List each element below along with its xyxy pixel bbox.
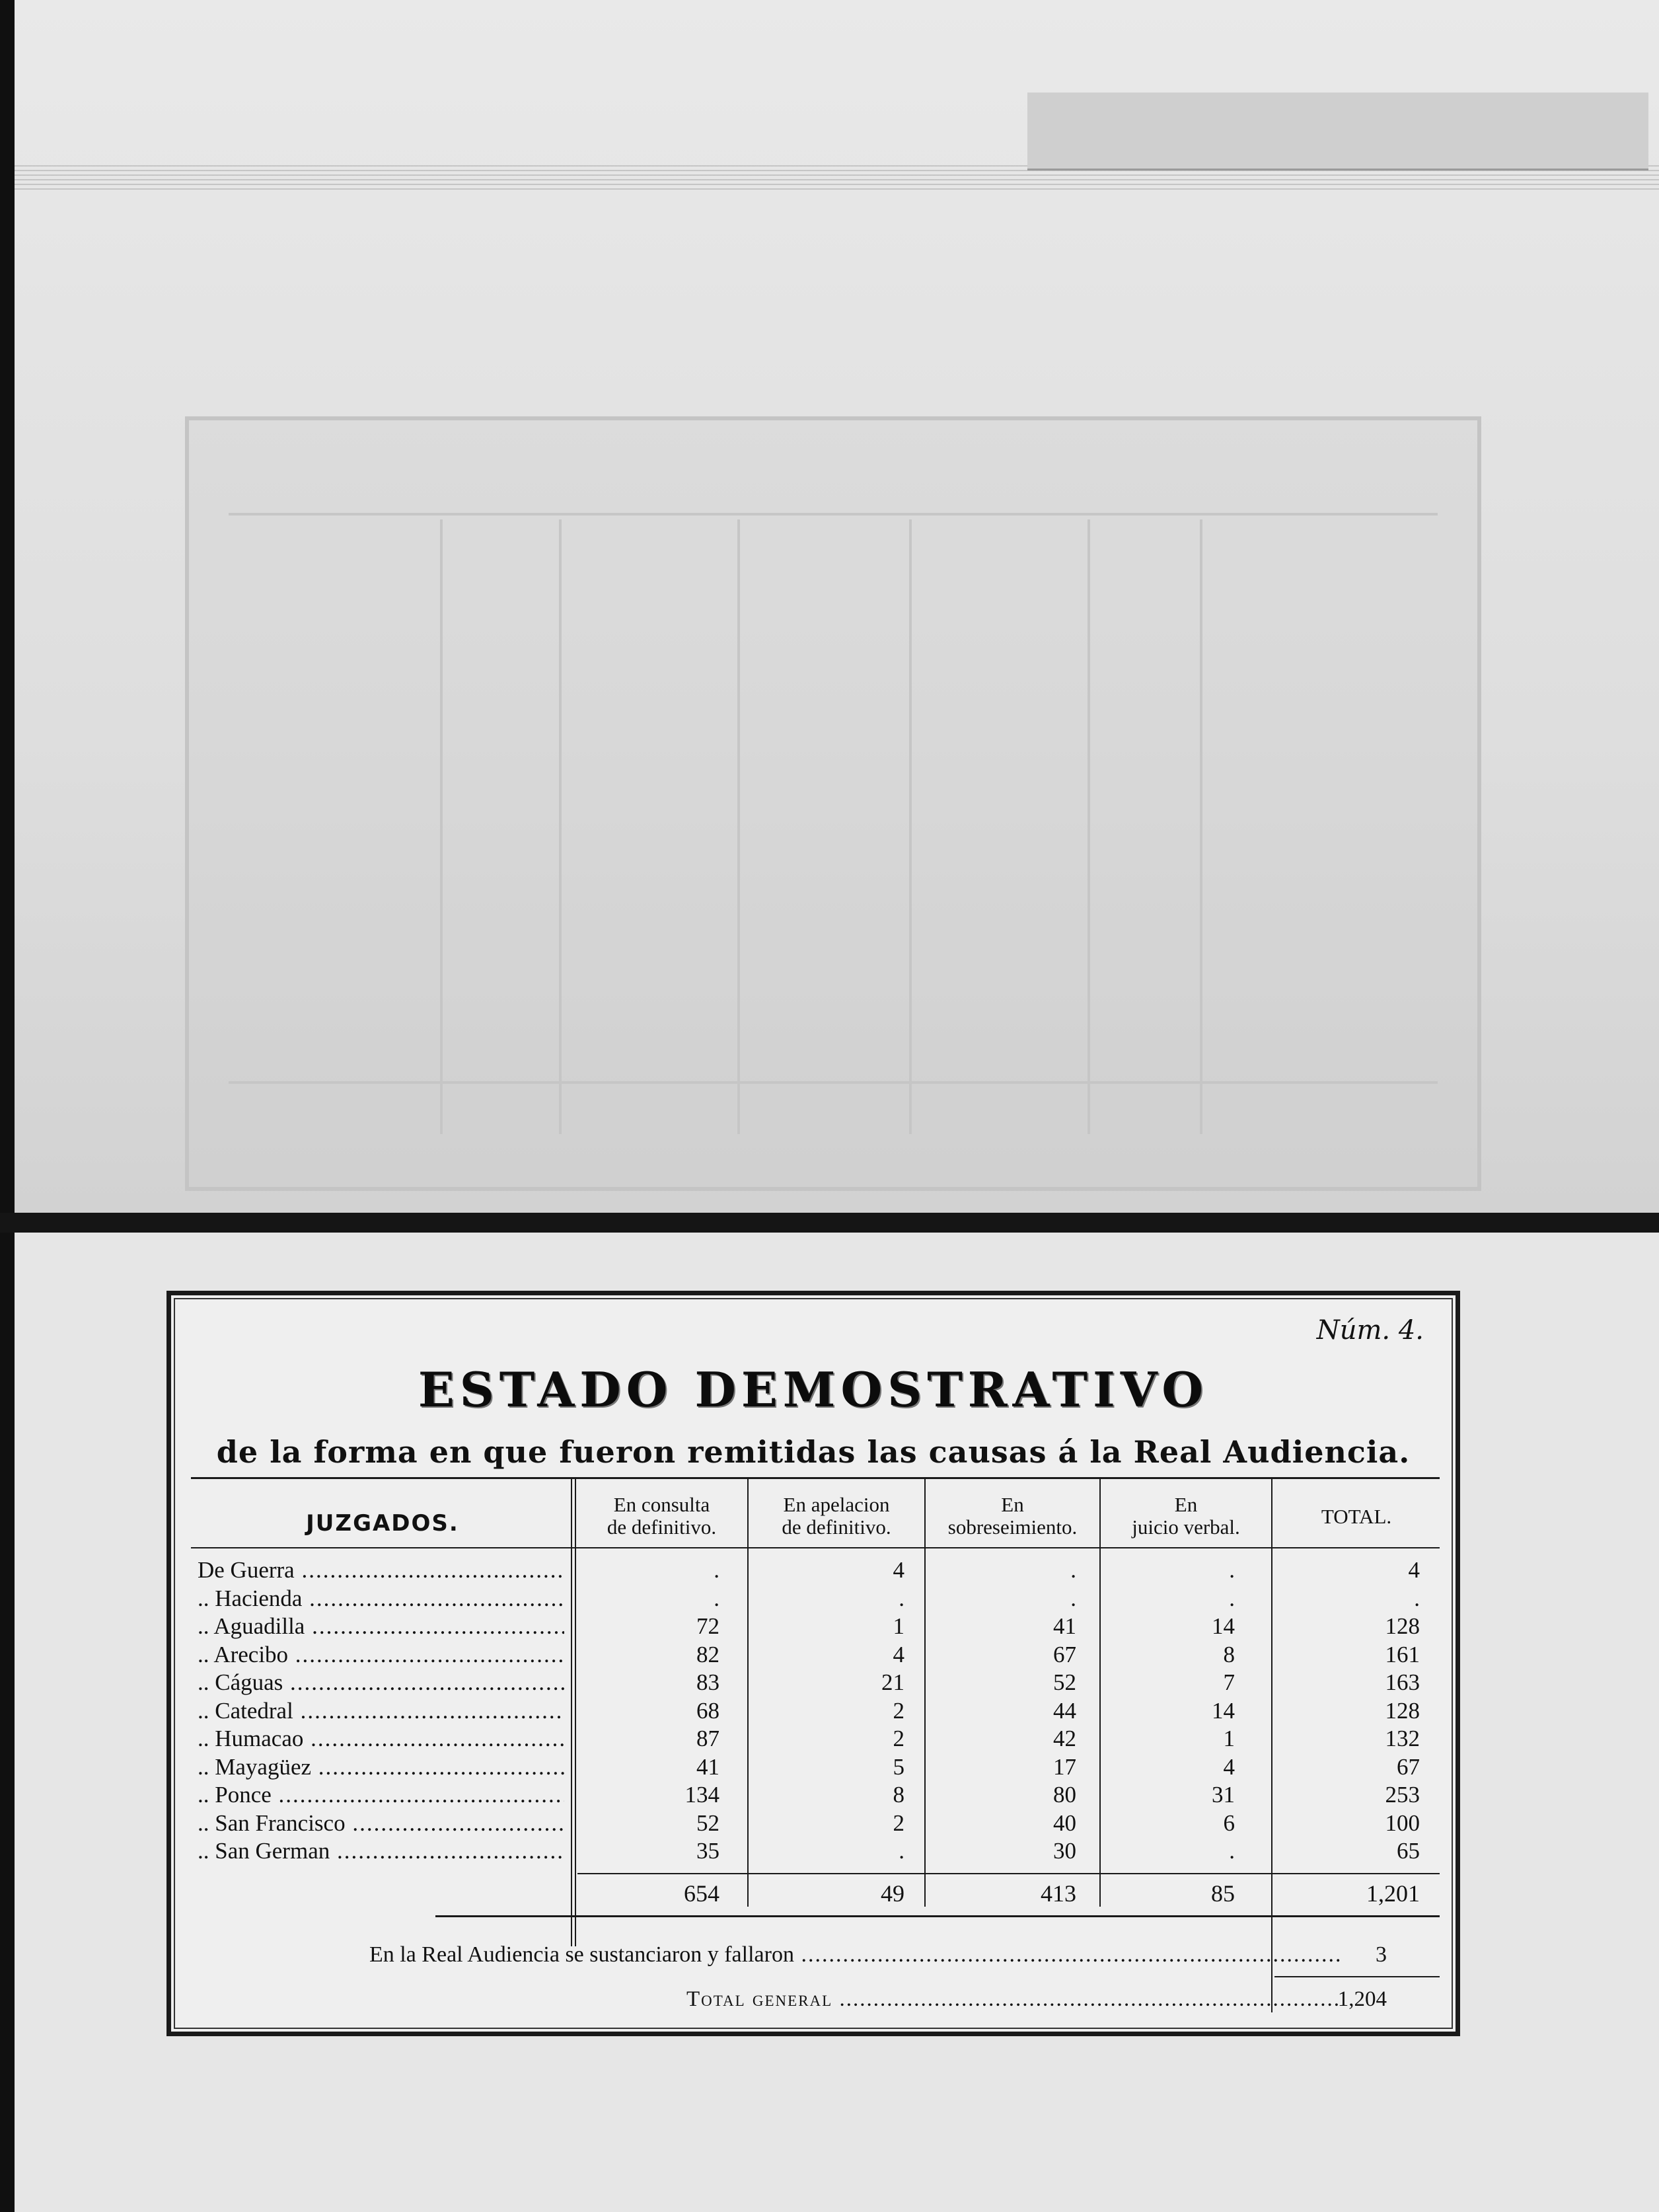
juzgado-name: .. Ponce ..... (198, 1781, 564, 1810)
table-row (191, 1725, 1426, 1753)
cell-total: 100 (1385, 1810, 1420, 1836)
cell-apelacion: . (899, 1585, 904, 1611)
cell-consulta: 41 (696, 1753, 719, 1780)
total-total: 1,201 (1366, 1880, 1420, 1907)
cell-consulta: 35 (696, 1838, 719, 1864)
total-juicio: 85 (1211, 1880, 1235, 1907)
cell-juicio: . (1229, 1838, 1235, 1864)
table-body (191, 1556, 1426, 1866)
cell-sobreseimiento: 41 (1053, 1613, 1076, 1639)
cell-sobreseimiento: 44 (1053, 1697, 1076, 1724)
juzgado-name: .. Hacienda ..... (198, 1585, 564, 1613)
audiencia-label: En la Real Audiencia se sustanciaron y fallaron ..... (369, 1938, 1341, 1971)
cell-juicio: 14 (1212, 1613, 1235, 1639)
cell-consulta: 82 (696, 1641, 719, 1667)
header-total: TOTAL. (1321, 1505, 1392, 1528)
audiencia-value: 3 (1376, 1942, 1387, 1967)
cell-apelacion: 8 (893, 1782, 904, 1808)
cell-sobreseimiento: . (1070, 1557, 1076, 1583)
ghost-table-bleed-through (185, 416, 1481, 1191)
cell-juicio: . (1229, 1557, 1235, 1583)
header-consulta: En consulta de definitivo. (607, 1493, 717, 1539)
cell-total: 128 (1385, 1697, 1420, 1724)
totals-bottom-rule (435, 1915, 1440, 1917)
juzgado-name: .. Aguadilla ..... (198, 1613, 564, 1641)
table-row (191, 1697, 1426, 1726)
header-bottom-rule (191, 1547, 1440, 1548)
cell-total: 65 (1397, 1838, 1420, 1864)
cell-juicio: 14 (1212, 1697, 1235, 1724)
header-juzgados: JUZGADOS. (306, 1510, 459, 1537)
header-apelacion: En apelacion de definitivo. (782, 1493, 891, 1539)
table-row (191, 1810, 1426, 1838)
juzgado-name: .. San Francisco ..... (198, 1810, 564, 1838)
cell-consulta: . (714, 1585, 719, 1611)
total-consulta: 654 (684, 1880, 719, 1907)
cell-total: 161 (1385, 1641, 1420, 1667)
juzgado-name: .. Mayagüez ..... (198, 1753, 564, 1782)
cell-total: 4 (1408, 1557, 1420, 1583)
cell-consulta: 83 (696, 1669, 719, 1695)
total-general-label: Total general ..... (686, 1983, 1341, 2016)
header-sobreseimiento: En sobreseimiento. (947, 1493, 1078, 1539)
table-row (191, 1669, 1426, 1697)
estado-demostrativo-table (166, 1291, 1460, 2036)
document-title: ESTADO DEMOSTRATIVO (418, 1361, 1209, 1418)
cell-consulta: 68 (696, 1697, 719, 1724)
header-top-rule (191, 1477, 1440, 1479)
cell-apelacion: 4 (893, 1557, 904, 1583)
cell-juicio: . (1229, 1585, 1235, 1611)
cell-apelacion: 4 (893, 1641, 904, 1667)
cell-sobreseimiento: 30 (1053, 1838, 1076, 1864)
table-row (191, 1556, 1426, 1585)
totals-row (191, 1877, 1426, 1910)
cell-juicio: 31 (1212, 1782, 1235, 1808)
cell-sobreseimiento: 52 (1053, 1669, 1076, 1695)
table-row (191, 1585, 1426, 1613)
juzgado-name: .. Arecibo ..... (198, 1641, 564, 1669)
cell-consulta: 134 (684, 1782, 719, 1808)
juzgado-name: De Guerra ..... (198, 1556, 564, 1585)
page-tab (1027, 93, 1648, 171)
cell-apelacion: . (899, 1838, 904, 1864)
juzgado-name: .. San German ..... (198, 1837, 564, 1866)
total-general-line (171, 1983, 1453, 2016)
cell-apelacion: 5 (893, 1753, 904, 1780)
cell-juicio: 1 (1223, 1726, 1235, 1751)
cell-sobreseimiento: 80 (1053, 1782, 1076, 1808)
total-general-value: 1,204 (1337, 1987, 1387, 2011)
header-juicio-verbal: En juicio verbal. (1132, 1493, 1240, 1539)
table-row (191, 1837, 1426, 1866)
cell-juicio: 7 (1223, 1669, 1235, 1695)
juzgado-name: .. Catedral ..... (198, 1697, 564, 1726)
table-number: Núm. 4. (1316, 1315, 1424, 1346)
cell-juicio: 8 (1223, 1641, 1235, 1667)
juzgado-name: .. Humacao ..... (198, 1725, 564, 1753)
document-subtitle: de la forma en que fueron remitidas las causas á la Real Audiencia. (216, 1434, 1411, 1470)
cell-apelacion: 1 (893, 1613, 904, 1639)
table-row (191, 1641, 1426, 1669)
total-sobreseimiento: 413 (1041, 1880, 1076, 1907)
cell-sobreseimiento: 42 (1053, 1726, 1076, 1751)
cell-total: 67 (1397, 1753, 1420, 1780)
cell-total: 128 (1385, 1613, 1420, 1639)
table-row (191, 1753, 1426, 1782)
cell-sobreseimiento: . (1070, 1585, 1076, 1611)
cell-total: 163 (1385, 1669, 1420, 1695)
cell-apelacion: 2 (893, 1810, 904, 1836)
cell-consulta: 87 (696, 1726, 719, 1751)
cell-consulta: . (714, 1557, 719, 1583)
cell-juicio: 4 (1223, 1753, 1235, 1780)
cell-apelacion: 2 (893, 1697, 904, 1724)
general-top-rule (1274, 1976, 1440, 1977)
totals-top-rule (577, 1873, 1440, 1874)
audiencia-line (171, 1938, 1453, 1971)
cell-total: 132 (1385, 1726, 1420, 1751)
table-row (191, 1613, 1426, 1641)
table-row (191, 1781, 1426, 1810)
cell-total: 253 (1385, 1782, 1420, 1808)
cell-apelacion: 21 (881, 1669, 904, 1695)
cell-sobreseimiento: 40 (1053, 1810, 1076, 1836)
cell-sobreseimiento: 67 (1053, 1641, 1076, 1667)
total-apelacion: 49 (881, 1880, 904, 1907)
juzgado-name: .. Cáguas ..... (198, 1669, 564, 1697)
cell-apelacion: 2 (893, 1726, 904, 1751)
page-divider (0, 1213, 1659, 1233)
cell-consulta: 72 (696, 1613, 719, 1639)
cell-consulta: 52 (696, 1810, 719, 1836)
cell-total: . (1414, 1585, 1420, 1611)
cell-sobreseimiento: 17 (1053, 1753, 1076, 1780)
cell-juicio: 6 (1223, 1810, 1235, 1836)
